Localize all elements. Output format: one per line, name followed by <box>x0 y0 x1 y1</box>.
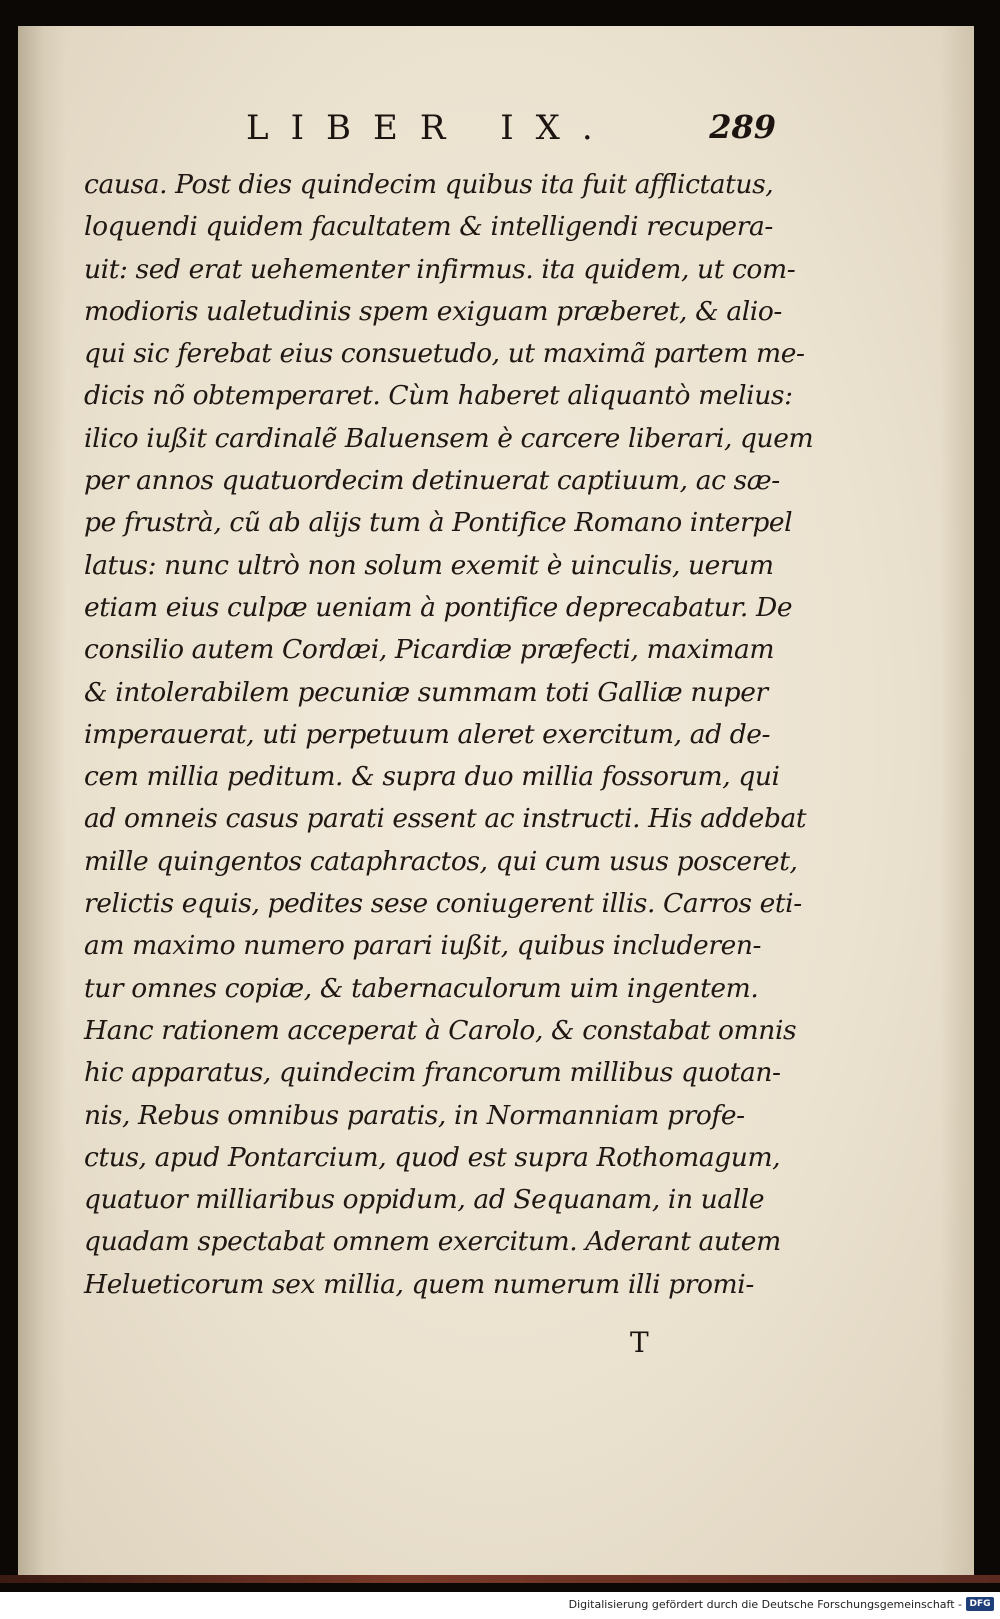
dfg-logo: DFG <box>966 1597 994 1611</box>
catchword: T <box>630 1326 649 1359</box>
text-line: dicis nõ obtemperaret. Cùm haberet aliquantò melius: <box>84 380 793 412</box>
text-line: per annos quatuordecim detinuerat captiuum, ac sæ- <box>84 465 780 497</box>
text-line: latus: nunc ultrò non solum exemit è uinculis, uerum <box>84 549 774 581</box>
text-line: imperauerat, uti perpetuum aleret exercitum, ad de- <box>84 718 771 750</box>
text-line: pe frustrà, cũ ab alijs tum à Pontifice Romano interpel <box>84 507 793 539</box>
text-line: ad omneis casus parati essent ac instructi. His addebat <box>84 803 807 835</box>
digitization-footer <box>0 1592 1000 1619</box>
body-text <box>84 164 814 1306</box>
text-line: am maximo numero parari iußit, quibus includeren- <box>84 930 762 962</box>
funding-notice: Digitalisierung gefördert durch die Deutsche Forschungsgemeinschaft - <box>568 1598 962 1611</box>
text-line: modioris ualetudinis spem exiguam præberet, & alio- <box>84 295 782 327</box>
page-header <box>246 108 776 154</box>
running-title: LIBER IX. <box>246 108 615 148</box>
text-line: etiam eius culpæ ueniam à pontifice deprecabatur. De <box>84 591 793 623</box>
text-line: ctus, apud Pontarcium, quod est supra Rothomagum, <box>84 1141 781 1173</box>
text-line: uit: sed erat uehementer infirmus. ita quidem, ut com- <box>84 253 796 285</box>
page-number: 289 <box>709 108 776 146</box>
page-edge <box>0 1575 1000 1583</box>
text-line: quadam spectabat omnem exercitum. Aderant autem <box>84 1226 781 1258</box>
text-line: hic apparatus, quindecim francorum millibus quotan- <box>84 1057 781 1089</box>
text-line: & intolerabilem pecuniæ summam toti Galliæ nuper <box>84 676 768 708</box>
text-line: tur omnes copiæ, & tabernaculorum uim ingentem. <box>84 972 759 1004</box>
text-line: loquendi quidem facultatem & intelligendi recupera- <box>84 211 773 243</box>
text-line: mille quingentos cataphractos, qui cum usus posceret, <box>84 845 798 877</box>
text-line: Hanc rationem acceperat à Carolo, & constabat omnis <box>84 1014 797 1046</box>
text-line: qui sic ferebat eius consuetudo, ut maximã partem me- <box>84 338 805 370</box>
text-line: Helueticorum sex millia, quem numerum illi promi- <box>84 1268 754 1300</box>
text-line: quatuor milliaribus oppidum, ad Sequanam, in ualle <box>84 1184 765 1216</box>
book-page <box>18 26 974 1578</box>
text-line: causa. Post dies quindecim quibus ita fuit afflictatus, <box>84 169 774 200</box>
text-line: relictis equis, pedites sese coniugerent illis. Carros eti- <box>84 888 802 920</box>
text-line: nis, Rebus omnibus paratis, in Normanniam profe- <box>84 1099 745 1131</box>
text-line: consilio autem Cordæi, Picardiæ præfecti, maximam <box>84 634 775 666</box>
text-line: ilico iußit cardinalẽ Baluensem è carcere liberari, quem <box>84 422 814 454</box>
text-line: cem millia peditum. & supra duo millia fossorum, qui <box>84 761 780 793</box>
